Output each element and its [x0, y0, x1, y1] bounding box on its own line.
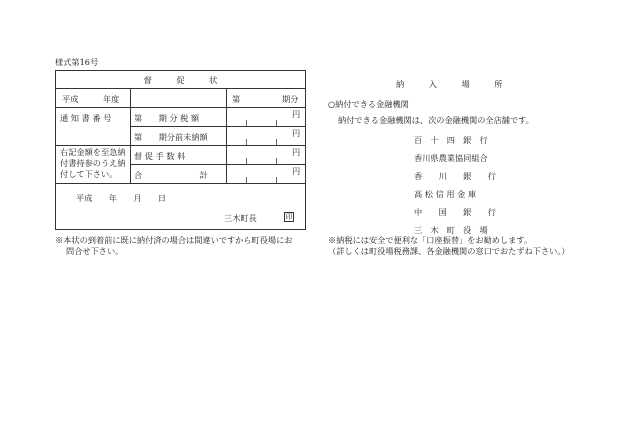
tick [276, 120, 277, 126]
yen-unit: 円 [292, 166, 301, 176]
tick [246, 139, 247, 145]
term-number-label: 第 [232, 94, 241, 104]
unpaid-amount-label: 第 期分前未納額 [134, 132, 208, 142]
yen-unit: 円 [292, 109, 301, 119]
payment-description: 納付できる金融機関は、次の金融機関の全店舗です。 [338, 115, 534, 125]
tick [246, 120, 247, 126]
payment-title: 納 入 場 所 [396, 79, 503, 89]
notice-number-label: 通 知 書 番 号 [60, 113, 112, 123]
issue-date: 平成 年 月 日 [76, 193, 167, 203]
seal-mark: 印 [285, 213, 293, 221]
tick [276, 177, 277, 183]
bank-name: 三 木 町 役 場 [414, 225, 488, 235]
bank-name: 高 松 信 用 金 庫 [414, 189, 477, 199]
instruction-text-2: 付書持参のうえ納 [60, 158, 126, 168]
bank-name: 中 国 銀 行 [414, 207, 496, 217]
yen-unit: 円 [292, 128, 301, 138]
payment-note-2: （詳しくは町役場税務課、各金融機関の窓口でおたずね下さい。） [328, 246, 570, 256]
divider [56, 183, 305, 184]
form-number: 様式第16号 [55, 57, 99, 67]
payment-note-1: ※納税には安全で便利な「口座振替」をお勧めします。 [328, 235, 533, 245]
reminder-notice-form [55, 70, 306, 230]
divider [56, 107, 305, 108]
tick [276, 158, 277, 164]
notice-footnote-1: ※本状の到着前に既に納付済の場合は間違いですから町役場にお [55, 235, 293, 245]
divider [130, 126, 305, 127]
tax-amount-label: 第 期 分 税 額 [134, 113, 200, 123]
notice-title: 督 促 状 [143, 75, 218, 85]
instruction-text-3: 付して下さい。 [60, 169, 118, 179]
tick [246, 158, 247, 164]
instruction-text-1: 右記金額を至急納 [60, 147, 126, 157]
term-suffix-label: 期分 [282, 94, 299, 104]
fiscal-year-label: 平成 年度 [62, 94, 120, 104]
tick [246, 177, 247, 183]
yen-unit: 円 [292, 147, 301, 157]
divider [56, 88, 305, 89]
bank-name: 香川県農業協同組合 [414, 153, 488, 163]
issuer-name: 三木町長 [224, 213, 257, 223]
section-heading: ○納付できる金融機関 [328, 99, 409, 109]
tick [276, 139, 277, 145]
divider [130, 88, 131, 183]
total-label: 合 計 [134, 170, 208, 180]
divider [56, 145, 305, 146]
notice-footnote-2: 問合せ下さい。 [66, 246, 124, 256]
bank-name: 香 川 銀 行 [414, 171, 496, 181]
bank-name: 百 十 四 銀 行 [414, 135, 488, 145]
divider [130, 164, 305, 165]
divider [226, 88, 227, 183]
reminder-fee-label: 督 促 手 数 料 [134, 151, 186, 161]
